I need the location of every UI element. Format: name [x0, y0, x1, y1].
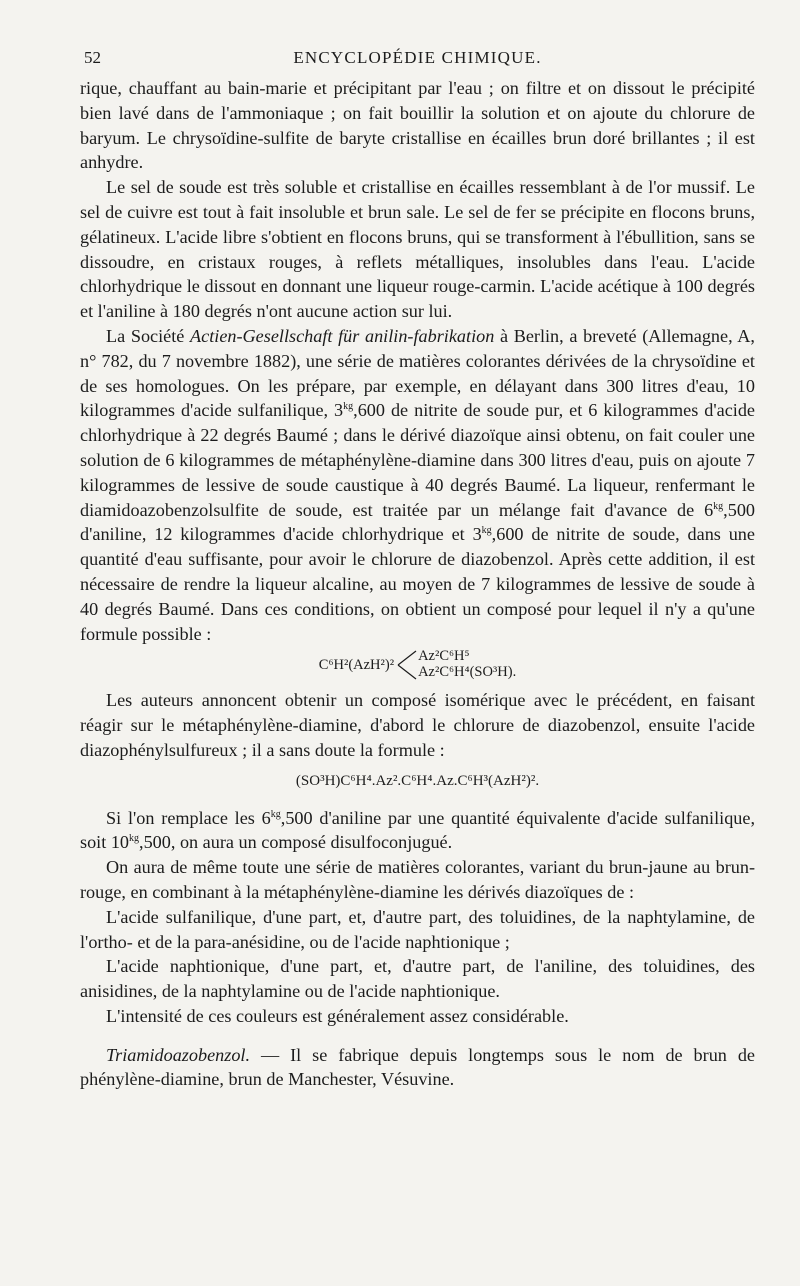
paragraph-10 [80, 1043, 755, 1093]
paragraph-7: L'acide sulfanilique, d'une part, et, d'autre part, des toluidines, de la naphtylamine, de l'ortho- et de la para-anésidine, ou de l'acide naphtionique ; [80, 906, 755, 952]
paragraph-2: Le sel de soude est très soluble et cristallise en écailles ressemblant à de l'or mussif. Le sel de cuivre est tout à fait insoluble et brun sale. Le sel de fer se précipite en flocons bruns, gélatineux. L'acide libre s'obtient en flocons bruns, qui se transforment à l'ébullition, sans se dissoudre, en cristaux rouges, à reflets métalliques, insolubles dans l'eau. L'acide chlorhydrique le dissout en donnant une liqueur rouge-carmin. L'acide acétique à 100 degrés et l'aniline à 180 degrés n'ont aucune action sur lui. [80, 177, 755, 322]
paragraph-4: Les auteurs annoncent obtenir un composé isomérique avec le précédent, en faisant réagir sur le métaphénylène-diamine, d'abord le chlorure de diazobenzol, ensuite l'acide diazophénylsulfureux ; il a sans doute la formule : [80, 690, 755, 760]
text-run: La Société [106, 325, 191, 346]
unit-superscript: kg [270, 808, 281, 820]
paragraph-6: On aura de même toute une série de matières colorantes, variant du brun-jaune au brun-rouge, en combinant à la métaphénylène-diamine les dérivés diazoïques de : [80, 857, 755, 902]
running-title: ENCYCLOPÉDIE CHIMIQUE. [293, 48, 542, 67]
paragraph-5 [80, 806, 755, 856]
branch-bracket [396, 648, 418, 682]
paragraph-8: L'acide naphtionique, d'une part, et, d'autre part, de l'aniline, des toluidines, des anisidines, de la naphtylamine ou de l'acide naphtionique. [80, 956, 755, 1002]
paragraph-3 [80, 324, 755, 646]
page-number: 52 [84, 48, 101, 67]
running-header [80, 40, 755, 70]
chemical-formula-2: (SO³H)C⁶H⁴.Az².C⁶H⁴.Az.C⁶H³(AzH²)². [295, 772, 540, 789]
unit-superscript: kg [713, 500, 724, 512]
text-run: ,500, on aura un composé disulfoconjugué. [139, 832, 453, 853]
formula-1-branches [418, 648, 516, 682]
text-run: — Il se fabrique depuis longtemps sous le nom de brun de phénylène-diamine, brun de Manchester, Vésuvine. [80, 1044, 755, 1090]
text-run: Si l'on remplace les 6 [106, 807, 271, 828]
text-run: ,500 d'aniline par une quantité équivalente d'acide sulfanilique, soit 10 [80, 807, 755, 853]
text-run: ,600 de nitrite de soude, dans une quantité d'eau suffisante, pour avoir le chlorure de diazobenzol. Après cette addition, il est nécessaire de rendre la liqueur alcaline, au moyen de 7 kilogrammes de lessive de soude à 40 degrés Baumé. Dans ces conditions, on obtient un composé pour lequel il n'y a qu'une formule possible : [80, 524, 755, 644]
text-run: ,500 d'aniline, 12 kilogrammes d'acide chlorhydrique et 3 [80, 499, 755, 545]
paragraph-1: rique, chauffant au bain-marie et précipitant par l'eau ; on filtre et on dissout le précipité bien lavé dans de l'ammoniaque ; on fait bouillir la solution et on ajoute du chlorure de baryum. Le chrysoïdine-sulfite de baryte cristallise en écailles brun doré brillantes ; il est anhydre. [80, 78, 755, 173]
formula-1-top: Az²C⁶H⁵ [418, 648, 470, 665]
chemical-formula-1 [80, 648, 755, 682]
page [80, 40, 755, 1092]
formula-1-left: C⁶H²(AzH²)² [318, 657, 395, 674]
paragraph-9: L'intensité de ces couleurs est généralement assez considérable. [106, 1005, 569, 1026]
section-heading: Triamidoazobenzol. [106, 1044, 251, 1065]
unit-superscript: kg [343, 401, 354, 413]
unit-superscript: kg [481, 525, 492, 537]
formula-1-bottom: Az²C⁶H⁴(SO³H). [418, 664, 517, 681]
page-body [80, 76, 755, 1092]
unit-superscript: kg [129, 833, 140, 845]
text-run: ,600 de nitrite de soude pur, et 6 kilogrammes d'acide chlorhydrique à 22 degrés Baumé ; dans le dérivé diazoïque ainsi obtenu, on fait couler une solution de 6 kilogrammes de métaphénylène-diamine dans 300 litres d'eau, puis on ajoute 7 kilogrammes de lessive de soude caustique à 40 degrés Baumé. La liqueur, renfermant le diamidoazobenzolsulfite de soude, est traitée par un mélange fait d'avance de 6 [80, 400, 755, 520]
company-name: Actien-Gesellschaft für anilin-fabrikation [190, 325, 495, 346]
section-spacer [80, 1029, 755, 1043]
text-run: à Berlin, a breveté (Allemagne, A, n° 782, du 7 novembre 1882), une série de matières colorantes dérivées de la chrysoïdine et de ses homologues. On les prépare, par exemple, en délayant dans 300 litres d'eau, 10 kilogrammes d'acide sulfanilique, 3 [80, 325, 755, 421]
